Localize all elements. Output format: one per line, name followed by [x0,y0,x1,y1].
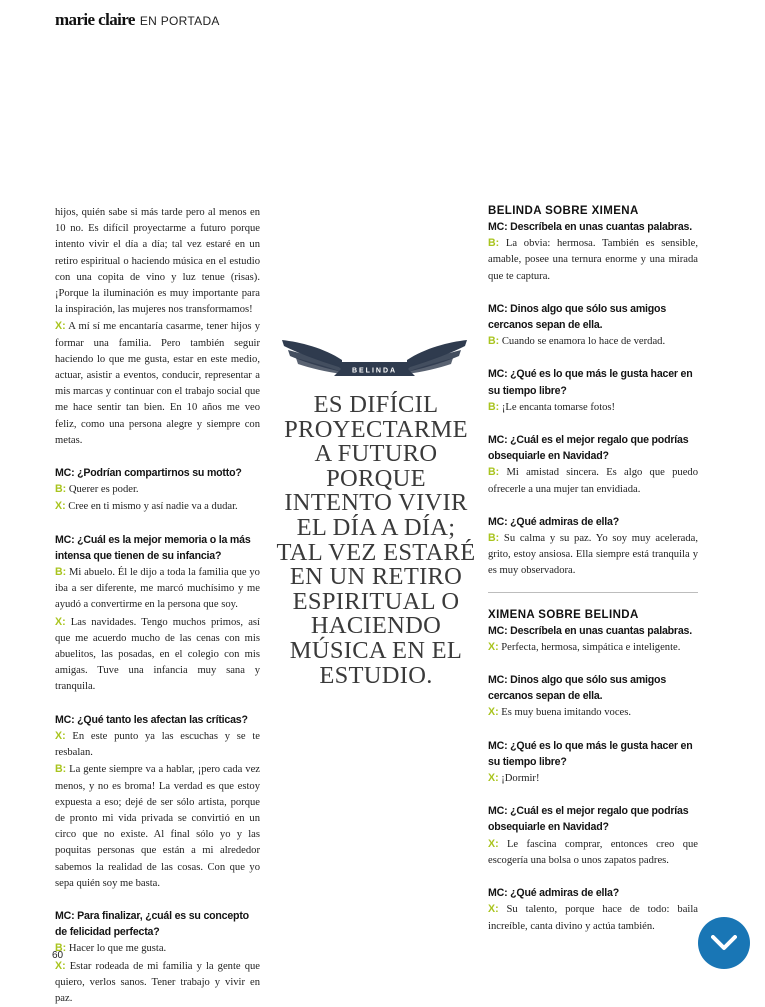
answer-paragraph [55,318,260,449]
brand-logo: marie claire [55,10,135,29]
question: MC: ¿Qué es lo que más le gusta hacer en su tiempo libre? [488,739,693,768]
answer-paragraph [488,836,698,869]
magazine-header [55,10,220,30]
answer-text: Las navidades. Tengo muchos primos, así que me acuerdo mucho de las cenas con mis abuelitos, las posadas, en el colegio con mis amigas. Tuve una infancia muy sana y tranquila. [55,616,260,693]
speaker-tag: B: [55,942,67,955]
section-label: EN PORTADA [139,14,220,28]
speaker-tag: B: [488,400,500,413]
speaker-tag: X: [55,959,66,972]
answer-paragraph [488,770,698,787]
answer-paragraph [55,564,260,614]
page-number: 60 [52,950,64,961]
question: MC: ¿Qué admiras de ella? [488,887,619,900]
answer-paragraph [488,639,698,656]
speaker-tag: B: [488,532,500,545]
speaker-tag: X: [55,500,66,513]
question: MC: Descríbela en unas cuantas palabras. [488,221,692,233]
question: MC: ¿Cuál es la mejor memoria o la más intensa que tienen de su infancia? [55,533,251,562]
answer-text: Estar rodeada de mi familia y la gente que quiero, verlos sanos. Tener trabajo y vivir en paz. [55,960,261,1004]
speaker-tag: B: [488,466,500,479]
question: MC: Dinos algo que sólo sus amigos cercanos sepan de ella. [488,674,667,703]
scroll-down-button[interactable] [698,917,750,969]
question: MC: ¿Qué tanto les afectan las críticas? [55,713,248,726]
body-paragraph: hijos, quién sabe si más tarde pero al menos en 10 no. Es difícil proyectarme a futuro porque intento vivir el día a día; tal vez estaré en un retiro espiritual o haciendo música en el estudio con una copita de vino y luz tenue (risas). ¡Porque la iluminación es muy importante para la inspiración, las mujeres nos transformamos! [55,207,260,316]
answer-text: ¡Le encanta tomarse fotos! [501,401,616,413]
question: MC: ¿Podrían compartirnos su motto? [55,467,242,480]
speaker-tag: X: [488,706,499,719]
answer-paragraph [55,761,260,892]
speaker-tag: B: [55,763,67,776]
answer-paragraph [488,333,698,350]
answer-text: Querer es poder. [68,484,139,496]
speaker-tag: X: [55,729,66,742]
speaker-tag: B: [488,335,500,348]
left-column [55,205,260,1007]
right-column [488,203,698,935]
pull-quote: ES DIFÍCIL PROYECTARME A FUTURO PORQUE INTENTO VIVIR EL DÍA A DÍA; TAL VEZ ESTARÉ EN UN RETIRO ESPIRITUAL O HACIENDO MÚSICA EN EL ESTUDIO. [276,391,476,689]
wings-emblem-icon [282,334,467,382]
answer-text: Es muy buena imitando voces. [501,707,631,719]
speaker-tag: X: [488,903,499,916]
answer-paragraph [488,901,698,934]
answer-text: Perfecta, hermosa, simpática e inteligente. [501,641,681,653]
emblem-label: BELINDA [351,367,398,375]
answer-text: A mí sí me encantaría casarme, tener hijos y formar una familia. Pero también seguir haciendo lo que me gusta, estar en este medio, actuar, asistir a eventos, conducir, representar a mis marcas y continuar con el trabajo social que me hace sentir tan bien. En 10 años me veo feliz, como una persona alegre y siempre con metas. [55,321,260,446]
answer-text: Mi abuelo. Él le dijo a toda la familia que yo iba a ser diferente, me marcó muchísimo y me ayudó a convertirme en la persona que soy. [55,567,260,611]
answer-text: Su calma y su paz. Yo soy muy acelerada, grito, estoy ansiosa. Ella siempre está tranquila y es muy observadora. [488,533,698,577]
question: MC: Para finalizar, ¿cuál es su concepto de felicidad perfecta? [55,909,249,939]
section-heading: XIMENA SOBRE BELINDA [488,608,639,621]
question: MC: Dinos algo que sólo sus amigos cercanos sepan de ella. [488,302,667,332]
speaker-tag: B: [55,566,67,579]
answer-text: En este punto ya las escuchas y se te resbalan. [55,730,260,759]
speaker-tag: B: [488,237,500,250]
speaker-tag: X: [488,640,499,653]
answer-paragraph [55,481,260,498]
question: MC: ¿Qué admiras de ella? [488,515,619,528]
answer-text: Hacer lo que me gusta. [68,943,167,955]
chevron-down-icon [711,935,737,951]
answer-text: Le fascina comprar, entonces creo que escogería una bolsa o unos zapatos padres. [488,838,698,866]
answer-paragraph [488,530,698,580]
speaker-tag: X: [488,772,499,785]
answer-text: Cree en ti mismo y así nadie va a dudar. [68,501,238,513]
question: MC: ¿Qué es lo que más le gusta hacer en su tiempo libre? [488,368,693,397]
answer-text: Mi amistad sincera. Es algo que puedo ofrecerle a una mujer tan envidiada. [488,467,698,495]
answer-text: La obvia: hermosa. También es sensible, amable, posee una ternura enorme y una mirada que te captura. [488,238,698,282]
section-divider [488,592,698,593]
answer-paragraph [55,940,260,957]
question: MC: ¿Cuál es el mejor regalo que podrías obsequiarle en Navidad? [488,805,689,834]
answer-paragraph [55,958,260,1007]
answer-paragraph [55,614,260,696]
answer-text: Cuando se enamora lo hace de verdad. [501,336,666,348]
speaker-tag: X: [488,837,499,850]
answer-paragraph [488,704,698,721]
answer-paragraph [55,728,260,761]
answer-text: ¡Dormir! [501,773,540,785]
speaker-tag: X: [55,320,66,333]
answer-paragraph [488,235,698,285]
question: MC: Descríbela en unas cuantas palabras. [488,624,692,637]
answer-text: Su talento, porque hace de todo: baila increíble, canta divino y actúa también. [488,904,698,932]
speaker-tag: X: [55,615,66,628]
answer-paragraph [55,498,260,515]
speaker-tag: B: [55,483,67,496]
question: MC: ¿Cuál es el mejor regalo que podrías obsequiarle en Navidad? [488,434,689,463]
answer-paragraph [488,399,698,416]
answer-paragraph [488,464,698,497]
section-heading: BELINDA SOBRE XIMENA [488,205,639,217]
answer-text: La gente siempre va a hablar, ¡pero cada vez menos, y no es broma! La verdad es que estoy expuesta a eso; dejé de ser sólo artista, porque de pronto mi vida privada se convirtió en un circo que no existe. Al final sólo yo y las poquitas personas que están a mi alrededor sabemos la realidad de las cosas. Con que yo sepa quién soy me basta. [55,764,261,889]
